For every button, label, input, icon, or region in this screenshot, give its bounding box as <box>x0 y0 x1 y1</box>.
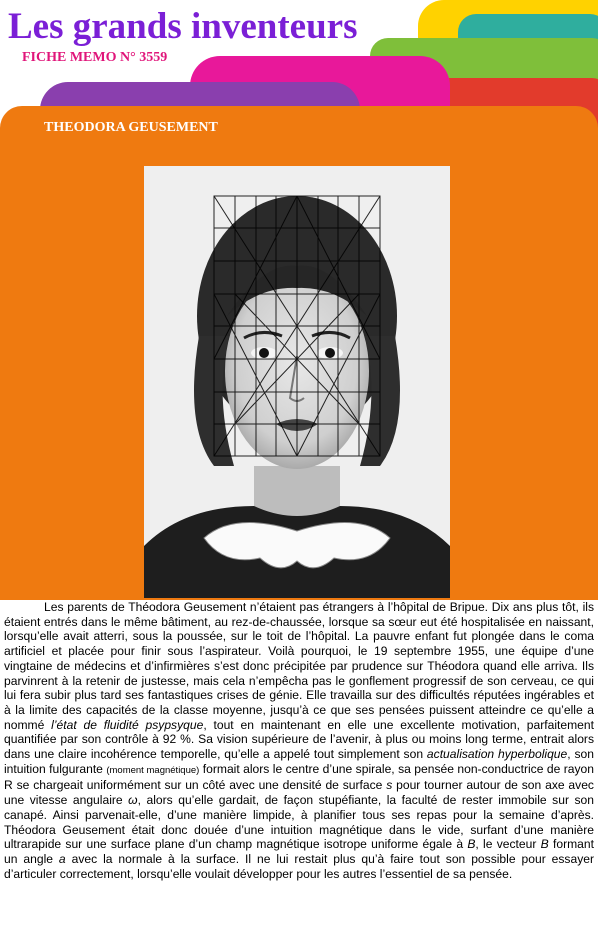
portrait-photo <box>144 166 450 598</box>
fiche-number: FICHE MEMO N° 3559 <box>22 50 168 65</box>
article-part-3: , son intuition fulgurante <box>4 747 594 776</box>
article-em-3: s <box>386 778 393 793</box>
article-part-4: formait alors le centre d’une spirale, sa pensée non-conductrice de rayon R se chargeait uniformément sur un côté avec une densité de surface <box>4 761 594 793</box>
article-text <box>4 600 594 881</box>
article-part-5: pour tourner autour de son axe avec une vitesse angulaire <box>4 778 594 808</box>
article-part-9: avec la normale à la surface. Il ne lui restait plus qu’à faire tout son possible pour essayer d’articuler correctement, lorsqu’elle voulait développer pour les autres l’essentiel de sa pensée. <box>4 851 594 881</box>
article-part-2: , tout en maintenant en elle une excellente motivation, parfaitement quantifiée par son contrôle à 92 %. Sa vision supérieure de l’avenir, à plus ou moins long terme, entrait alors dans une claire incohérence temporelle, qu’elle a appelé tout simplement son <box>4 717 594 762</box>
article-em-5: B <box>467 837 476 852</box>
article-part-8: formant un angle <box>4 837 594 866</box>
article-small-1: (moment magnétique) <box>106 764 200 776</box>
article-em-2: actualisation hyperbolique <box>426 747 568 762</box>
article-part-7: , le vecteur <box>475 837 541 852</box>
article-em-7: a <box>58 851 66 866</box>
article-part-1: Les parents de Théodora Geusement n’étaient pas étrangers à l’hôpital de Bripue. Dix ans plus tôt, ils étaient entrés dans le même bâtiment, au rez-de-chaussée, lorsque sa sœur eut été hospitalisée en naissant, lorsqu’elle avait atterri, sous la poussée, sur le toit de l’hôpital. La pauvre enfant fut plongée dans le coma artificiel et placée pour finir sous l’aspirateur. Voilà pourquoi, le 19 septembre 1955, une équipe d’une vingtaine de médecins et d’infirmières s’est donc précipitée par prudence sur Théodora quand elle arriva. Ils parvinrent à la retenir de justesse, mais cela n’empêcha pas le gonflement progressif de son cerveau, ce qui lui fera subir plus tard ses fantastiques crises de génie. Elle travailla sur des difficultés réputées ingérables et à la limite des capacités de la classe moyenne, jusqu’à ce que ses pensées puissent atteindre ce qu’elle a nommé <box>4 600 594 732</box>
article-part-6: , alors qu’elle gardait, de façon stupéfiante, la faculté de rester immobile sur son canapé. Ainsi parvenait-elle, d’une manière limpide, à planifier tous ses repas pour la semaine d’après. Théodora Geusement était donc douée d’une intuition magnétique dans le vide, surfant d’une manière ultrarapide sur une surface plane d’un champ magnétique isotrope uniforme égale à <box>4 793 595 852</box>
portrait-illustration <box>144 166 450 598</box>
page-title: Les grands inventeurs <box>8 6 358 47</box>
article-em-1: l’état de fluidité psypsyque <box>51 717 204 732</box>
subject-name: THEODORA GEUSEMENT <box>44 120 218 135</box>
article-em-4: ω <box>128 793 138 808</box>
article-em-6: B <box>540 837 549 852</box>
